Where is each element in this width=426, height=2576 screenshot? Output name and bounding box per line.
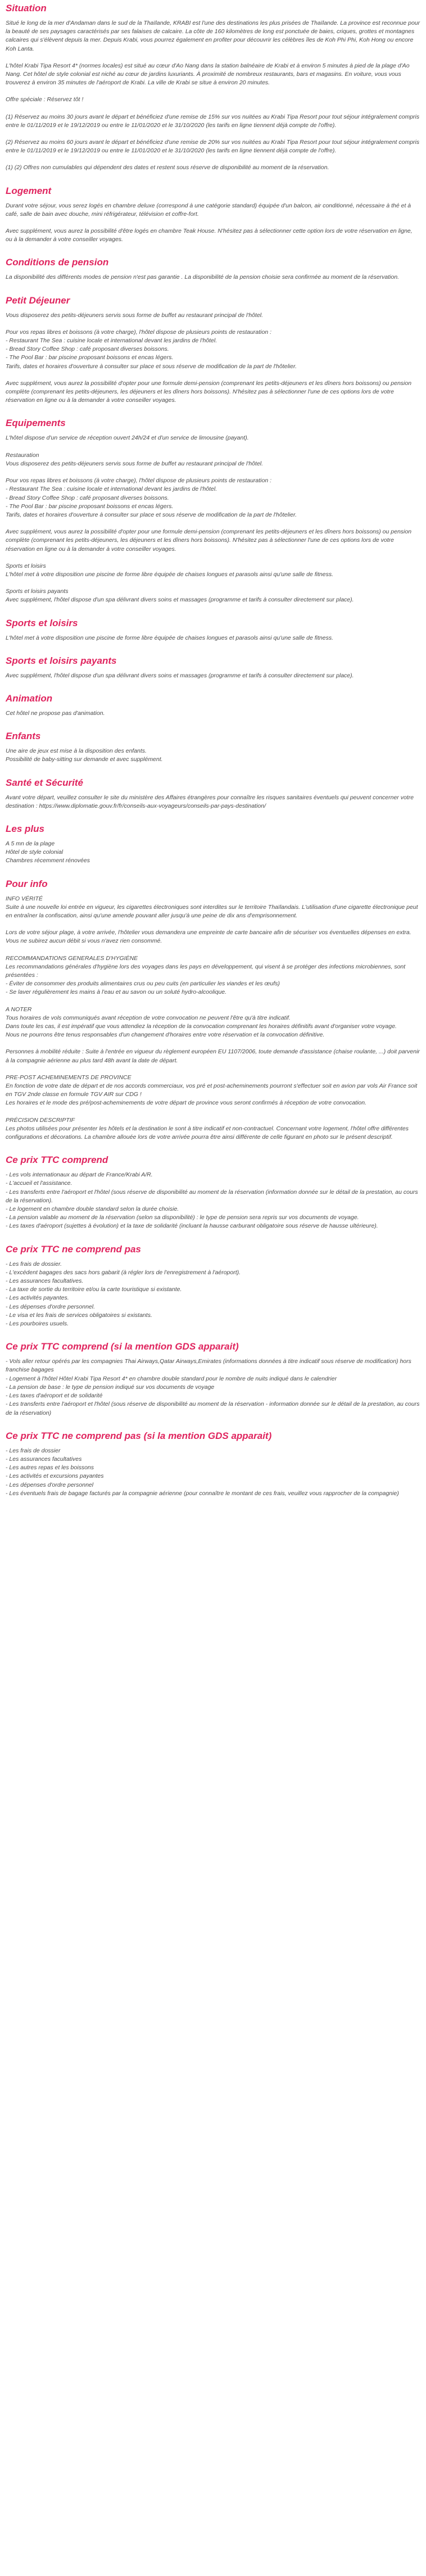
- text-line: PRÉCISION DESCRIPTIF: [6, 1116, 75, 1124]
- section-sports-et-loisirs-payants: [6, 655, 420, 680]
- text-line: - Les frais de dossier.: [6, 1260, 62, 1267]
- text-line: Tarifs, dates et horaires d'ouverture à consulter sur place et sous réserve de modification de la part de l'hôtelier.: [6, 511, 297, 518]
- text-line: Lors de votre séjour plage, à votre arrivée, l'hôtelier vous demandera une empreinte de carte bancaire afin de sécuriser vos éventuelles dépenses en extra.: [6, 929, 411, 936]
- paragraph: [6, 273, 420, 282]
- section-title: Situation: [6, 3, 47, 13]
- text-line: - Les frais de dossier: [6, 1447, 61, 1454]
- text-line: - Les dépenses d'ordre personnel: [6, 1481, 94, 1488]
- paragraph: [6, 227, 420, 244]
- text-line: - Les autres repas et les boissons: [6, 1464, 94, 1472]
- paragraph: [6, 587, 420, 604]
- text-line: RECOMMANDATIONS GENERALES D'HYGIÈNE: [6, 954, 138, 962]
- paragraph: [6, 328, 420, 371]
- text-line: (1) (2) Offres non cumulables qui dépendent des dates et restent sous réserve de disponibilité au moment de la réservation.: [6, 164, 329, 171]
- text-line: L'hôtel Krabi Tipa Resort 4* (normes locales) est situé au cœur d'Ao Nang dans la station balnéaire de Krabi et à environ 5 minutes à pied de la plage d'Ao Nang. Cet hôtel de style colonial est niché au cœur de jardins luxuriants. À proximité de nombreux restaurants, bars et magasins. En voiture, vous vous trouverez à environ 35 minutes de l'aéroport de Krabi. La ville de Krabi se situe à environ 20 minutes.: [6, 62, 410, 87]
- text-line: En fonction de votre date de départ et de nos accords commerciaux, vos pré et post-acheminements pourront s'effectuer soit en avion par vols Air France soit en TGV 2nde classe en formule TGV AIR sur CDG !: [6, 1083, 418, 1098]
- text-line: Tarifs, dates et horaires d'ouverture à consulter sur place et sous réserve de modification de la part de l'hôtelier.: [6, 363, 297, 370]
- paragraph: [6, 562, 420, 579]
- text-line: - Se laver régulièrement les mains à l'eau et au savon ou un soluté hydro-alcoolique.: [6, 989, 227, 996]
- text-line: Avec supplément, vous aurez la possibilité d'être logés en chambre Teak House. N'hésitez pas à sélectionner cette option lors de votre réservation en ligne, ou à la demander à votre conseiller voyages.: [6, 228, 413, 243]
- text-line: Possibilité de baby-sitting sur demande et avec supplément.: [6, 756, 163, 763]
- text-line: L'hôtel dispose d'un service de réception ouvert 24h/24 et d'un service de limousine (payant).: [6, 434, 249, 442]
- text-line: - Le logement en chambre double standard selon la durée choisie.: [6, 1206, 179, 1213]
- text-line: Offre spéciale : Réservez tôt !: [6, 96, 84, 103]
- paragraph: [6, 138, 420, 155]
- text-line: - L'accueil et l'assistance.: [6, 1180, 72, 1187]
- paragraph: [6, 1074, 420, 1108]
- text-line: - Vols aller retour opérés par les compagnies Thai Airways,Qatar Airways,Emirates (informations données à titre indicatif sous réserve de modification) hors franchise bagages: [6, 1358, 411, 1374]
- text-line: - Les transferts entre l'aéroport et l'hôtel (sous réserve de disponibilité au moment de la réservation (information donnée sur le détail de la prestation, au cours de la réservation).: [6, 1188, 418, 1204]
- paragraph: [6, 379, 420, 405]
- paragraph: [6, 477, 420, 519]
- text-line: Avant votre départ, veuillez consulter le site du ministère des Affaires étrangères pour connaître les risques sanitaires éventuels qui peuvent concerner votre destination : https://www.diplomatie.gouv.fr/fr/conseils-aux-voyageurs/conseils-par-pays-destination/: [6, 794, 414, 809]
- section-sante-et-securite: [6, 777, 420, 811]
- text-line: Avec supplément, vous aurez la possibilité d'opter pour une formule demi-pension (comprenant les petits-déjeuners et les dîners hors boissons) ou pension complète (comprenant les petits-déjeuners, les déjeuners et les dîners hors boissons). N'hésitez pas à sélectionner l'une de ces options lors de votre réservation en ligne ou à la demander à votre conseiller voyages.: [6, 379, 412, 404]
- text-line: Les photos utilisées pour présenter les hôtels et la destination le sont à titre indicatif et non-contractuel. Concernant votre logement, l'hôtel offre différentes configurations et décorations. La chambre allouée lors de votre arrivée pourra être ainsi différente de celle figurant en photo sur le présent descriptif.: [6, 1125, 409, 1141]
- text-line: - Les activités et excursions payantes: [6, 1473, 104, 1480]
- text-line: - Les taxes d'aéroport (sujettes à évolution) et la taxe de solidarité (incluant la hausse carburant obligatoire sous réserve de hausse ultérieure).: [6, 1223, 378, 1230]
- text-line: - Les éventuels frais de bagage facturés par la compagnie aérienne (pour connaître le montant de ces frais, veuillez vous rapprocher de la compagnie): [6, 1490, 399, 1497]
- section-title: Les plus: [6, 823, 44, 834]
- section-ce-prix-ttc-ne-comprend-pas: [6, 1243, 420, 1329]
- paragraph: [6, 164, 420, 172]
- section-title: Conditions de pension: [6, 257, 109, 268]
- section-pour-info: [6, 878, 420, 1142]
- paragraph: [6, 528, 420, 554]
- paragraph: [6, 747, 420, 764]
- text-line: - Logement à l'hôtel Hôtel Krabi Tipa Resort 4* en chambre double standard pour le nombre de nuits indiqué dans le calendrier: [6, 1375, 337, 1382]
- text-line: Sports et loisirs payants: [6, 588, 69, 595]
- text-line: Hôtel de style colonial: [6, 849, 64, 856]
- paragraph: [6, 929, 420, 945]
- section-title: Santé et Sécurité: [6, 777, 83, 788]
- section-title: Pour info: [6, 878, 48, 889]
- text-line: A 5 mn de la plage: [6, 840, 55, 847]
- text-line: INFO VÉRITÉ: [6, 895, 43, 902]
- paragraph: [6, 311, 420, 320]
- text-line: - Les assurances facultatives: [6, 1455, 82, 1463]
- text-line: - L'excédent bagages des sacs hors gabarit (à régler lors de l'enregistrement à l'aéroport).: [6, 1269, 241, 1276]
- paragraph: [6, 1357, 420, 1417]
- text-line: Vous ne subirez aucun débit si vous n'avez rien consommé.: [6, 938, 162, 945]
- text-line: - Les activités payantes.: [6, 1294, 69, 1302]
- paragraph: [6, 1048, 420, 1065]
- text-line: Les horaires et le mode des pré/post-acheminements de votre départ de province vous seront confirmés à réception de votre convocation.: [6, 1099, 367, 1107]
- text-line: - Les assurances facultatives.: [6, 1278, 84, 1285]
- text-line: Cet hôtel ne propose pas d'animation.: [6, 709, 105, 717]
- text-line: Une aire de jeux est mise à la disposition des enfants.: [6, 748, 147, 755]
- text-line: Nous ne pourrons être tenus responsables d'un changement d'horaires entre votre réservation et la convocation définitive.: [6, 1031, 325, 1039]
- text-line: (2) Réservez au moins 60 jours avant le départ et bénéficiez d'une remise de 20% sur vos nuitées au Krabi Tipa Resort pour tout séjour intégralement compris entre le 01/11/2019 et le 19/12/2019 ou entre le 11/01/2020 et le 31/10/2020 (les tarifs en ligne tiennent déjà compte de l'offre).: [6, 139, 420, 155]
- section-title: Ce prix TTC comprend: [6, 1155, 108, 1166]
- paragraph: [6, 96, 420, 104]
- text-line: - La pension de base : le type de pension indiqué sur vos documents de voyage: [6, 1383, 215, 1391]
- paragraph: [6, 451, 420, 468]
- section-conditions-de-pension: [6, 256, 420, 282]
- section-petit-dejeuner: [6, 295, 420, 405]
- section-situation: [6, 2, 420, 173]
- text-line: - Bread Story Coffee Shop : café proposant diverses boissons.: [6, 346, 169, 353]
- paragraph: [6, 895, 420, 921]
- text-line: - Restaurant The Sea : cuisine locale et international devant les jardins de l'hôtel.: [6, 337, 217, 345]
- text-line: A NOTER: [6, 1006, 32, 1013]
- text-line: Avec supplément, vous aurez la possibilité d'opter pour une formule demi-pension (comprenant les petits-déjeuners et les dîners hors boissons) ou pension complète (comprenant les petits-déjeuners, les déjeuners et les dîners hors boissons). N'hésitez pas à sélectionner l'une de ces options lors de votre réservation en ligne ou à la demander à votre conseiller voyages.: [6, 528, 412, 553]
- section-ce-prix-ttc-ne-comprend-pas-si-la-mention-gds-apparait: [6, 1430, 420, 1498]
- text-line: La disponibilité des différents modes de pension n'est pas garantie . La disponibilité de la pension choisie sera confirmée au moment de la réservation.: [6, 274, 400, 281]
- text-line: - Les taxes d'aéroport et de solidarité: [6, 1392, 103, 1400]
- text-line: - The Pool Bar : bar piscine proposant boissons et encas légers.: [6, 502, 174, 510]
- section-title: Equipements: [6, 418, 66, 429]
- text-line: Restauration: [6, 451, 39, 459]
- section-title: Animation: [6, 692, 53, 704]
- section-title: Sports et loisirs payants: [6, 655, 117, 666]
- section-logement: [6, 185, 420, 245]
- section-title: Ce prix TTC ne comprend pas (si la mention GDS apparait): [6, 1430, 272, 1441]
- paragraph: [6, 1447, 420, 1498]
- text-line: Avec supplément, l'hôtel dispose d'un spa délivrant divers soins et massages (programme et tarifs à consulter directement sur place).: [6, 596, 354, 604]
- paragraph: [6, 954, 420, 997]
- text-line: Situé le long de la mer d'Andaman dans le sud de la Thaïlande, KRABI est l'une des destinations les plus prisées de Thaïlande. La province est reconnue pour la beauté de ses paysages caractérisés par ses falaises de calcaire. La côte de 160 kilomètres de long est ponctuée de baies, criques, grottes et montagnes calcaires qui s'élèvent depuis la mer. Depuis Krabi, vous pourrez également en profiter pour découvrir les célèbres îles de Koh Phi Phi, Koh Hong ou encore Koh Lanta.: [6, 20, 420, 52]
- section-ce-prix-ttc-comprend: [6, 1154, 420, 1230]
- text-line: - Le visa et les frais de services obligatoires si existants.: [6, 1311, 152, 1319]
- text-line: Durant votre séjour, vous serez logés en chambre deluxe (correspond à une catégorie standard) équipée d'un balcon, air conditionné, nécessaire à thé et à café, salle de bain avec douche, mini réfrigérateur, télévision et coffre-fort.: [6, 202, 411, 218]
- section-title: Enfants: [6, 731, 41, 742]
- section-equipements: [6, 417, 420, 604]
- section-title: Ce prix TTC ne comprend pas: [6, 1243, 141, 1255]
- paragraph: [6, 434, 420, 442]
- text-line: Sports et loisirs: [6, 562, 46, 569]
- paragraph: [6, 1116, 420, 1142]
- text-line: Tous horaires de vols communiqués avant réception de votre convocation ne peuvent l'être qu'à titre indicatif.: [6, 1014, 291, 1021]
- text-line: - Les dépenses d'ordre personnel.: [6, 1303, 96, 1310]
- text-line: - Les pourboires usuels.: [6, 1320, 69, 1328]
- text-line: - Éviter de consommer des produits alimentaires crus ou peu cuits (en particulier les viandes et les œufs): [6, 980, 280, 988]
- text-line: Pour vos repas libres et boissons (à votre charge), l'hôtel dispose de plusieurs points de restauration :: [6, 328, 272, 336]
- section-title: Petit Déjeuner: [6, 295, 70, 306]
- text-line: - Les vols internationaux au départ de France/Krabi A/R.: [6, 1171, 153, 1179]
- paragraph: [6, 1260, 420, 1329]
- text-line: Avec supplément, l'hôtel dispose d'un spa délivrant divers soins et massages (programme et tarifs à consulter directement sur place).: [6, 672, 354, 679]
- text-line: L'hôtel met à votre disposition une piscine de forme libre équipée de chaises longues et parasols ainsi qu'une salle de fitness.: [6, 571, 334, 578]
- paragraph: [6, 794, 420, 811]
- paragraph: [6, 634, 420, 642]
- text-line: Vous disposerez des petits-déjeuners servis sous forme de buffet au restaurant principal de l'hôtel.: [6, 311, 264, 319]
- text-line: - La pension valable au moment de la réservation (selon sa disponibilité) : le type de pension sera repris sur vos documents de voyage.: [6, 1214, 359, 1221]
- paragraph: [6, 19, 420, 53]
- paragraph: [6, 709, 420, 718]
- text-line: - La taxe de sortie du territoire et/ou la carte touristique si existante.: [6, 1286, 182, 1293]
- section-sports-et-loisirs: [6, 617, 420, 642]
- section-title: Ce prix TTC comprend (si la mention GDS apparait): [6, 1341, 239, 1352]
- text-line: Dans toute les cas, il est impératif que vous attendiez la réception de la convocation comprenant les horaires définitifs avant d'organiser votre voyage.: [6, 1023, 397, 1030]
- paragraph: [6, 672, 420, 680]
- text-line: - Restaurant The Sea : cuisine locale et international devant les jardins de l'hôtel.: [6, 486, 217, 493]
- text-line: Personnes à mobilité réduite : Suite à l'entrée en vigueur du règlement européen EU 1107/2006, toute demande d'assistance (chaise roulante, ...) doit parvenir à la compagnie aérienne au plus tard 48h avant la date de départ.: [6, 1048, 420, 1064]
- text-line: - The Pool Bar : bar piscine proposant boissons et encas légers.: [6, 354, 174, 361]
- section-ce-prix-ttc-comprend-si-la-mention-gds-apparait: [6, 1341, 420, 1417]
- text-line: (1) Réservez au moins 30 jours avant le départ et bénéficiez d'une remise de 15% sur vos nuitées au Krabi Tipa Resort pour tout séjour intégralement compris entre le 01/11/2019 et le 19/12/2019 ou entre le 11/01/2020 et le 31/10/2020 (les tarifs en ligne tiennent déjà compte de l'offre).: [6, 113, 420, 129]
- paragraph: [6, 1171, 420, 1230]
- text-line: - Les transferts entre l'aéroport et l'hôtel (sous réserve de disponibilité au moment de la réservation - information donnée sur le détail de la prestation, au cours de la réservation): [6, 1401, 420, 1416]
- text-line: Les recommandations générales d'hygiène lors des voyages dans les pays en développement, qui visent à se protéger des infections microbiennes, sont présentées :: [6, 963, 406, 979]
- text-line: Pour vos repas libres et boissons (à votre charge), l'hôtel dispose de plusieurs points de restauration :: [6, 477, 272, 485]
- text-line: PRE-POST ACHEMINEMENTS DE PROVINCE: [6, 1074, 132, 1081]
- paragraph: [6, 113, 420, 130]
- text-line: L'hôtel met à votre disposition une piscine de forme libre équipée de chaises longues et parasols ainsi qu'une salle de fitness.: [6, 634, 334, 641]
- text-line: Suite à une nouvelle loi entrée en vigueur, les cigarettes électroniques sont interdites sur le territoire Thaïlandais. L'utilisation d'une cigarette électronique peut en entraîner la confiscation, ainsi qu'une amende pouvant aller jusqu'à une peine de dix ans d'emprisonnement.: [6, 903, 418, 919]
- section-animation: [6, 692, 420, 718]
- section-les-plus: [6, 823, 420, 866]
- section-title: Sports et loisirs: [6, 617, 78, 628]
- text-line: Vous disposerez des petits-déjeuners servis sous forme de buffet au restaurant principal de l'hôtel.: [6, 460, 264, 467]
- text-line: Chambres récemment rénovées: [6, 857, 90, 864]
- paragraph: [6, 1006, 420, 1040]
- paragraph: [6, 62, 420, 88]
- section-title: Logement: [6, 185, 52, 196]
- paragraph: [6, 202, 420, 219]
- paragraph: [6, 840, 420, 866]
- text-line: - Bread Story Coffee Shop : café proposant diverses boissons.: [6, 494, 169, 501]
- section-enfants: [6, 730, 420, 764]
